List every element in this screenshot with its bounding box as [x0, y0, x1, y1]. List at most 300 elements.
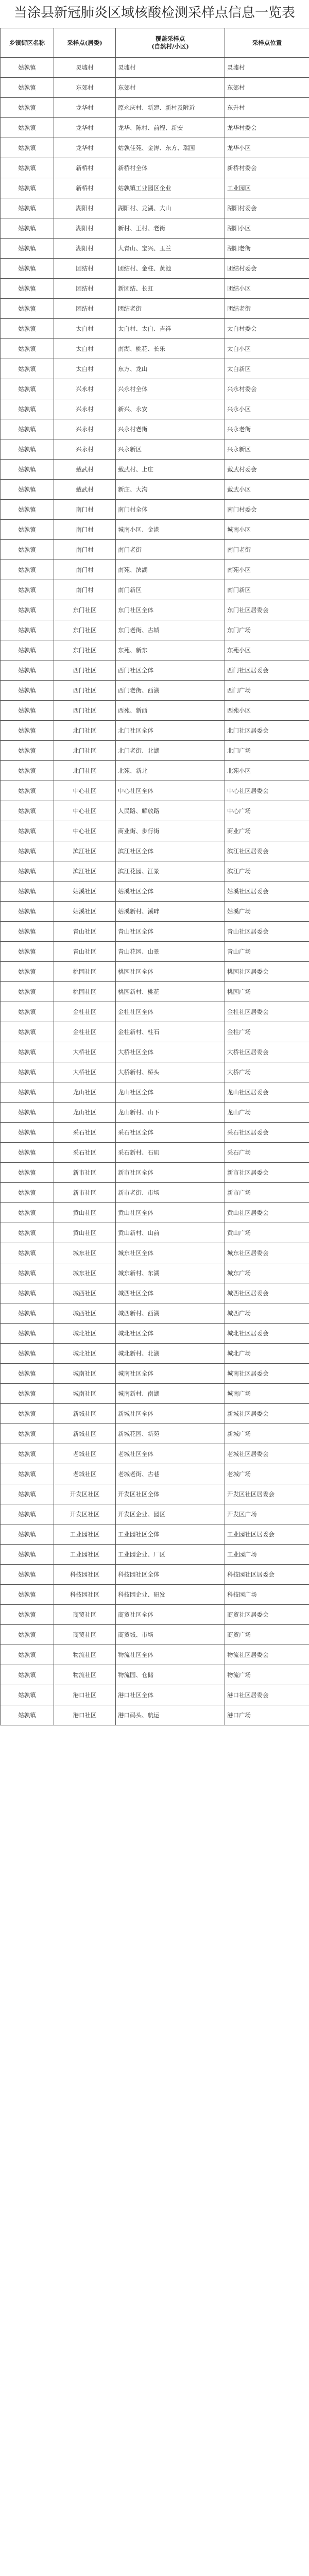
cell-town: 姑孰镇 [1, 781, 54, 801]
cell-location: 大桥广场 [225, 1062, 309, 1082]
cell-location: 南苑小区 [225, 560, 309, 580]
cell-location: 东门社区居委会 [225, 600, 309, 620]
table-row [1, 1364, 309, 1384]
table-body [1, 58, 309, 1725]
table-row [1, 118, 309, 138]
cell-location: 戴武村委会 [225, 460, 309, 480]
cell-location: 中心社区居委会 [225, 781, 309, 801]
cell-site: 北门社区 [54, 761, 116, 781]
table-row [1, 761, 309, 781]
cell-town: 姑孰镇 [1, 439, 54, 460]
cell-town: 姑孰镇 [1, 98, 54, 118]
cell-site: 东郊村 [54, 78, 116, 98]
table-row [1, 1042, 309, 1062]
cell-coverage: 兴永村老街 [116, 419, 225, 439]
cell-town: 姑孰镇 [1, 419, 54, 439]
table-row [1, 1143, 309, 1163]
table-row [1, 399, 309, 419]
table-row [1, 1082, 309, 1103]
cell-town: 姑孰镇 [1, 339, 54, 359]
table-row [1, 259, 309, 279]
cell-town: 姑孰镇 [1, 259, 54, 279]
cell-site: 湖阳村 [54, 218, 116, 239]
cell-location: 城东社区居委会 [225, 1243, 309, 1263]
table-row [1, 801, 309, 821]
cell-coverage: 新市社区全体 [116, 1163, 225, 1183]
table-row [1, 861, 309, 882]
table-row [1, 1685, 309, 1705]
cell-site: 龙华村 [54, 98, 116, 118]
cell-location: 工业园社区居委会 [225, 1524, 309, 1545]
cell-location: 兴永老街 [225, 419, 309, 439]
cell-location: 科技园广场 [225, 1585, 309, 1605]
table-row [1, 1163, 309, 1183]
cell-site: 城南社区 [54, 1384, 116, 1404]
table-row [1, 701, 309, 721]
cell-site: 姑溪社区 [54, 902, 116, 922]
cell-site: 新市社区 [54, 1183, 116, 1203]
cell-site: 新桥村 [54, 178, 116, 198]
cell-coverage: 工业园企业、厂区 [116, 1545, 225, 1565]
cell-coverage: 金柱社区全体 [116, 1002, 225, 1022]
cell-coverage: 城南新村、南湖 [116, 1384, 225, 1404]
cell-coverage: 北门社区全体 [116, 721, 225, 741]
cell-site: 新桥村 [54, 158, 116, 178]
table-row [1, 1303, 309, 1324]
cell-coverage: 大桥新村、桥头 [116, 1062, 225, 1082]
table-row [1, 1705, 309, 1725]
cell-site: 采石社区 [54, 1123, 116, 1143]
table-row [1, 1565, 309, 1585]
cell-coverage: 桃园社区全体 [116, 962, 225, 982]
table-row [1, 1183, 309, 1203]
cell-location: 湖阳村委会 [225, 198, 309, 218]
cell-town: 姑孰镇 [1, 1464, 54, 1484]
table-row [1, 58, 309, 78]
cell-location: 新桥村委会 [225, 158, 309, 178]
cell-town: 姑孰镇 [1, 1424, 54, 1444]
cell-location: 太白村委会 [225, 319, 309, 339]
cell-location: 团结小区 [225, 279, 309, 299]
cell-town: 姑孰镇 [1, 198, 54, 218]
cell-town: 姑孰镇 [1, 500, 54, 520]
table-row [1, 1545, 309, 1565]
cell-site: 龙山社区 [54, 1103, 116, 1123]
cell-coverage: 原永庆村、新建、新村及附近 [116, 98, 225, 118]
cell-site: 港口社区 [54, 1685, 116, 1705]
cell-location: 兴永新区 [225, 439, 309, 460]
cell-site: 金柱社区 [54, 1002, 116, 1022]
cell-location: 黄山社区居委会 [225, 1203, 309, 1223]
table-row [1, 580, 309, 600]
table-row [1, 1585, 309, 1605]
cell-site: 湖阳村 [54, 198, 116, 218]
cell-site: 东门社区 [54, 600, 116, 620]
cell-site: 城东社区 [54, 1243, 116, 1263]
cell-coverage: 黄山社区全体 [116, 1203, 225, 1223]
cell-location: 戴武小区 [225, 480, 309, 500]
cell-location: 龙华小区 [225, 138, 309, 158]
cell-town: 姑孰镇 [1, 460, 54, 480]
cell-location: 团结村委会 [225, 259, 309, 279]
cell-site: 姑溪社区 [54, 882, 116, 902]
cell-location: 湖阳小区 [225, 218, 309, 239]
cell-site: 东门社区 [54, 640, 116, 660]
cell-town: 姑孰镇 [1, 1203, 54, 1223]
cell-town: 姑孰镇 [1, 1545, 54, 1565]
cell-town: 姑孰镇 [1, 1103, 54, 1123]
cell-town: 姑孰镇 [1, 1344, 54, 1364]
cell-site: 太白村 [54, 339, 116, 359]
cell-town: 姑孰镇 [1, 620, 54, 640]
cell-coverage: 科技园社区全体 [116, 1565, 225, 1585]
cell-location: 新城社区居委会 [225, 1404, 309, 1424]
cell-town: 姑孰镇 [1, 681, 54, 701]
cell-coverage: 新兴、永安 [116, 399, 225, 419]
cell-site: 城北社区 [54, 1324, 116, 1344]
cell-town: 姑孰镇 [1, 1143, 54, 1163]
cell-site: 城北社区 [54, 1344, 116, 1364]
table-row [1, 1243, 309, 1263]
cell-site: 中心社区 [54, 821, 116, 841]
cell-site: 物流社区 [54, 1645, 116, 1665]
cell-coverage: 商贸社区全体 [116, 1605, 225, 1625]
cell-coverage: 北苑、新北 [116, 761, 225, 781]
cell-town: 姑孰镇 [1, 1324, 54, 1344]
column-header-coverage: 覆盖采样点 (自然村/小区) [116, 28, 225, 58]
cell-location: 老城社区居委会 [225, 1444, 309, 1464]
cell-location: 大桥社区居委会 [225, 1042, 309, 1062]
cell-town: 姑孰镇 [1, 379, 54, 399]
cell-town: 姑孰镇 [1, 882, 54, 902]
cell-town: 姑孰镇 [1, 1163, 54, 1183]
cell-site: 商贸社区 [54, 1605, 116, 1625]
table-row [1, 660, 309, 681]
cell-coverage: 湖阳村、龙湖、大山 [116, 198, 225, 218]
cell-site: 青山社区 [54, 942, 116, 962]
cell-location: 科技园社区居委会 [225, 1565, 309, 1585]
table-row [1, 1002, 309, 1022]
cell-coverage: 物流园、仓储 [116, 1665, 225, 1685]
cell-coverage: 滨江社区全体 [116, 841, 225, 861]
cell-location: 新市广场 [225, 1183, 309, 1203]
cell-location: 城北社区居委会 [225, 1324, 309, 1344]
cell-coverage: 老城社区全体 [116, 1444, 225, 1464]
table-row [1, 882, 309, 902]
cell-site: 桃园社区 [54, 982, 116, 1002]
table-row [1, 1645, 309, 1665]
cell-site: 科技园社区 [54, 1585, 116, 1605]
cell-location: 太白小区 [225, 339, 309, 359]
table-row [1, 178, 309, 198]
table-row [1, 902, 309, 922]
cell-coverage: 戴武村、上庄 [116, 460, 225, 480]
table-row [1, 1665, 309, 1685]
cell-site: 北门社区 [54, 721, 116, 741]
cell-coverage: 采石新村、石矶 [116, 1143, 225, 1163]
cell-town: 姑孰镇 [1, 1223, 54, 1243]
cell-town: 姑孰镇 [1, 299, 54, 319]
cell-location: 采石社区居委会 [225, 1123, 309, 1143]
cell-location: 港口广场 [225, 1705, 309, 1725]
cell-coverage: 南门老街 [116, 540, 225, 560]
table-row [1, 460, 309, 480]
cell-coverage: 城东新村、东湖 [116, 1263, 225, 1283]
cell-site: 桃园社区 [54, 962, 116, 982]
cell-town: 姑孰镇 [1, 118, 54, 138]
table-row [1, 480, 309, 500]
cell-site: 开发区社区 [54, 1484, 116, 1504]
cell-town: 姑孰镇 [1, 1123, 54, 1143]
table-row [1, 1524, 309, 1545]
cell-town: 姑孰镇 [1, 319, 54, 339]
table-row [1, 78, 309, 98]
cell-location: 物流广场 [225, 1665, 309, 1685]
cell-coverage: 团结老街 [116, 299, 225, 319]
cell-site: 东门社区 [54, 620, 116, 640]
cell-site: 南门村 [54, 540, 116, 560]
cell-site: 灵墟村 [54, 58, 116, 78]
table-row [1, 198, 309, 218]
cell-town: 姑孰镇 [1, 239, 54, 259]
cell-location: 开发区广场 [225, 1504, 309, 1524]
cell-coverage: 东郊村 [116, 78, 225, 98]
table-row [1, 439, 309, 460]
cell-coverage: 青山社区全体 [116, 922, 225, 942]
cell-location: 北门广场 [225, 741, 309, 761]
cell-site: 金柱社区 [54, 1022, 116, 1042]
cell-town: 姑孰镇 [1, 1625, 54, 1645]
cell-town: 姑孰镇 [1, 1484, 54, 1504]
table-row [1, 600, 309, 620]
cell-location: 龙华村委会 [225, 118, 309, 138]
cell-town: 姑孰镇 [1, 1404, 54, 1424]
cell-town: 姑孰镇 [1, 1565, 54, 1585]
cell-coverage: 新市老街、市场 [116, 1183, 225, 1203]
cell-coverage: 港口码头、航运 [116, 1705, 225, 1725]
cell-location: 城西广场 [225, 1303, 309, 1324]
cell-town: 姑孰镇 [1, 801, 54, 821]
cell-town: 姑孰镇 [1, 821, 54, 841]
cell-town: 姑孰镇 [1, 1062, 54, 1082]
cell-town: 姑孰镇 [1, 1605, 54, 1625]
cell-location: 龙山社区居委会 [225, 1082, 309, 1103]
cell-coverage: 东苑、新东 [116, 640, 225, 660]
cell-town: 姑孰镇 [1, 640, 54, 660]
cell-coverage: 南门新区 [116, 580, 225, 600]
cell-site: 西门社区 [54, 660, 116, 681]
table-row [1, 1022, 309, 1042]
table-row [1, 1625, 309, 1645]
table-row [1, 1283, 309, 1303]
cell-site: 团结村 [54, 299, 116, 319]
cell-coverage: 青山花园、山景 [116, 942, 225, 962]
cell-coverage: 新城社区全体 [116, 1404, 225, 1424]
cell-location: 青山社区居委会 [225, 922, 309, 942]
cell-location: 城西社区居委会 [225, 1283, 309, 1303]
cell-coverage: 科技园企业、研发 [116, 1585, 225, 1605]
cell-location: 老城广场 [225, 1464, 309, 1484]
table-row [1, 741, 309, 761]
table-row [1, 299, 309, 319]
cell-coverage: 老城老街、古巷 [116, 1464, 225, 1484]
cell-location: 南门老街 [225, 540, 309, 560]
cell-site: 黄山社区 [54, 1203, 116, 1223]
cell-location: 西门广场 [225, 681, 309, 701]
cell-coverage: 新城花园、新苑 [116, 1424, 225, 1444]
table-row [1, 1424, 309, 1444]
cell-location: 湖阳老街 [225, 239, 309, 259]
cell-coverage: 姑孰佳苑、金涛、东方、瑞园 [116, 138, 225, 158]
cell-location: 北门社区居委会 [225, 721, 309, 741]
cell-town: 姑孰镇 [1, 721, 54, 741]
cell-site: 新城社区 [54, 1424, 116, 1444]
page-title: 当涂县新冠肺炎区域核酸检测采样点信息一览表 [13, 5, 295, 21]
cell-coverage: 兴永新区 [116, 439, 225, 460]
table-row [1, 821, 309, 841]
table-row [1, 620, 309, 640]
cell-town: 姑孰镇 [1, 78, 54, 98]
table-row [1, 942, 309, 962]
cell-location: 西门社区居委会 [225, 660, 309, 681]
cell-coverage: 采石社区全体 [116, 1123, 225, 1143]
cell-town: 姑孰镇 [1, 1705, 54, 1725]
cell-coverage: 新村、王村、老街 [116, 218, 225, 239]
table-row [1, 982, 309, 1002]
cell-town: 姑孰镇 [1, 982, 54, 1002]
cell-location: 东郊村 [225, 78, 309, 98]
cell-site: 西门社区 [54, 681, 116, 701]
table-row [1, 1344, 309, 1364]
cell-town: 姑孰镇 [1, 741, 54, 761]
cell-location: 新城广场 [225, 1424, 309, 1444]
cell-site: 滨江社区 [54, 841, 116, 861]
cell-town: 姑孰镇 [1, 540, 54, 560]
table-row [1, 1484, 309, 1504]
cell-coverage: 新团结、长虹 [116, 279, 225, 299]
cell-town: 姑孰镇 [1, 600, 54, 620]
cell-site: 物流社区 [54, 1665, 116, 1685]
table-header-row [1, 28, 309, 58]
cell-coverage: 西苑、新西 [116, 701, 225, 721]
cell-site: 工业园社区 [54, 1524, 116, 1545]
table-row [1, 1223, 309, 1243]
cell-location: 城东广场 [225, 1263, 309, 1283]
cell-coverage: 商贸城、市场 [116, 1625, 225, 1645]
cell-site: 中心社区 [54, 801, 116, 821]
table-row [1, 500, 309, 520]
sampling-sites-table [0, 28, 309, 1725]
cell-coverage: 物流社区全体 [116, 1645, 225, 1665]
cell-location: 工业园广场 [225, 1545, 309, 1565]
cell-location: 城北广场 [225, 1344, 309, 1364]
cell-town: 姑孰镇 [1, 1002, 54, 1022]
cell-coverage: 西门社区全体 [116, 660, 225, 681]
cell-location: 中心广场 [225, 801, 309, 821]
cell-coverage: 龙山新村、山下 [116, 1103, 225, 1123]
cell-location: 滨江社区居委会 [225, 841, 309, 861]
cell-coverage: 姑孰镇工业园区企业 [116, 178, 225, 198]
cell-coverage: 城西新村、西湖 [116, 1303, 225, 1324]
cell-location: 北苑小区 [225, 761, 309, 781]
cell-site: 大桥社区 [54, 1062, 116, 1082]
cell-town: 姑孰镇 [1, 480, 54, 500]
cell-town: 姑孰镇 [1, 701, 54, 721]
cell-town: 姑孰镇 [1, 1243, 54, 1263]
cell-site: 兴永村 [54, 399, 116, 419]
cell-site: 兴永村 [54, 379, 116, 399]
cell-town: 姑孰镇 [1, 1524, 54, 1545]
table-row [1, 359, 309, 379]
cell-site: 滨江社区 [54, 861, 116, 882]
column-header-site: 采样点(居委) [54, 28, 116, 58]
cell-town: 姑孰镇 [1, 158, 54, 178]
cell-town: 姑孰镇 [1, 1283, 54, 1303]
cell-town: 姑孰镇 [1, 1685, 54, 1705]
cell-location: 商贸广场 [225, 1625, 309, 1645]
cell-location: 港口社区居委会 [225, 1685, 309, 1705]
cell-site: 团结村 [54, 259, 116, 279]
cell-coverage: 龙山社区全体 [116, 1082, 225, 1103]
table-row [1, 1103, 309, 1123]
cell-town: 姑孰镇 [1, 761, 54, 781]
cell-site: 科技园社区 [54, 1565, 116, 1585]
cell-site: 城东社区 [54, 1263, 116, 1283]
cell-town: 姑孰镇 [1, 138, 54, 158]
cell-town: 姑孰镇 [1, 841, 54, 861]
cell-town: 姑孰镇 [1, 1303, 54, 1324]
cell-site: 老城社区 [54, 1444, 116, 1464]
table-row [1, 319, 309, 339]
cell-coverage: 东门社区全体 [116, 600, 225, 620]
cell-location: 开发区社区居委会 [225, 1484, 309, 1504]
cell-coverage: 商业街、步行街 [116, 821, 225, 841]
cell-location: 团结老街 [225, 299, 309, 319]
cell-site: 戴武村 [54, 480, 116, 500]
cell-location: 灵墟村 [225, 58, 309, 78]
cell-site: 南门村 [54, 560, 116, 580]
cell-location: 采石广场 [225, 1143, 309, 1163]
cell-location: 商业广场 [225, 821, 309, 841]
cell-site: 太白村 [54, 319, 116, 339]
cell-town: 姑孰镇 [1, 1082, 54, 1103]
cell-coverage: 滨江花园、江景 [116, 861, 225, 882]
cell-coverage: 人民路、解放路 [116, 801, 225, 821]
cell-site: 兴永村 [54, 419, 116, 439]
table-row [1, 279, 309, 299]
cell-town: 姑孰镇 [1, 58, 54, 78]
cell-coverage: 团结村、金柱、黄池 [116, 259, 225, 279]
cell-coverage: 城南小区、金港 [116, 520, 225, 540]
cell-location: 东苑小区 [225, 640, 309, 660]
cell-site: 龙山社区 [54, 1082, 116, 1103]
cell-location: 西苑小区 [225, 701, 309, 721]
cell-location: 商贸社区居委会 [225, 1605, 309, 1625]
table-row [1, 218, 309, 239]
cell-location: 黄山广场 [225, 1223, 309, 1243]
table-row [1, 1263, 309, 1283]
cell-town: 姑孰镇 [1, 660, 54, 681]
table-row [1, 158, 309, 178]
cell-location: 太白新区 [225, 359, 309, 379]
cell-town: 姑孰镇 [1, 399, 54, 419]
cell-location: 姑溪社区居委会 [225, 882, 309, 902]
cell-location: 工业园区 [225, 178, 309, 198]
cell-town: 姑孰镇 [1, 359, 54, 379]
cell-location: 南门新区 [225, 580, 309, 600]
cell-town: 姑孰镇 [1, 1183, 54, 1203]
cell-coverage: 城北新村、北湖 [116, 1344, 225, 1364]
